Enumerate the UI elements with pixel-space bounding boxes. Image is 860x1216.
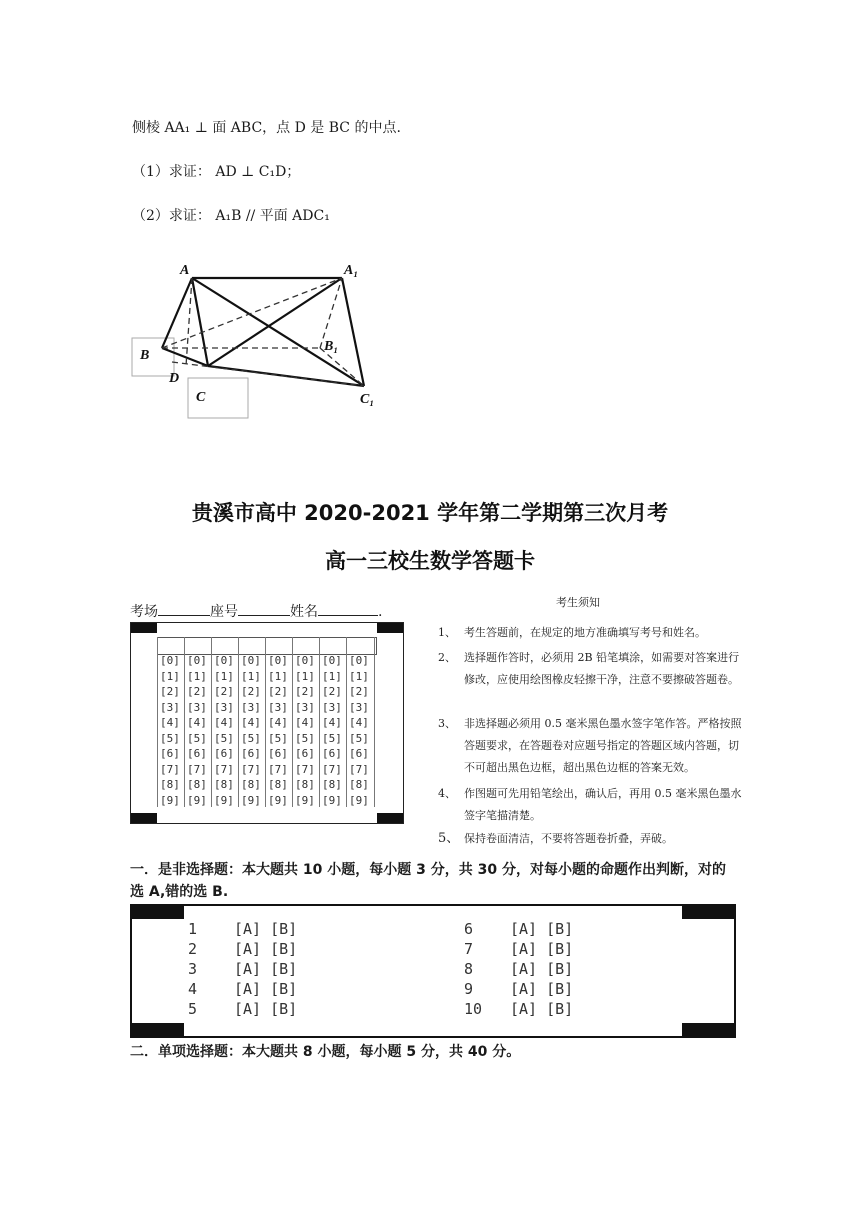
question-number: 2 xyxy=(188,940,198,958)
page-subtitle: 高一三校生数学答题卡 xyxy=(325,549,535,573)
digit-bubble[interactable]: [7] xyxy=(349,762,369,776)
digit-bubble[interactable]: [9] xyxy=(268,793,288,807)
answer-options[interactable]: [A] [B] xyxy=(234,960,298,978)
digit-bubble[interactable]: [3] xyxy=(349,700,369,714)
digit-bubble[interactable]: [8] xyxy=(268,778,288,791)
problem-intro: 侧棱 AA₁ ⊥ 面 ABC，点 D 是 BC 的中点. xyxy=(132,120,401,136)
digit-bubble[interactable]: [7] xyxy=(241,762,261,776)
answer-options[interactable]: [A] [B] xyxy=(510,980,574,998)
digit-bubble[interactable]: [9] xyxy=(214,793,234,807)
question-number: 10 xyxy=(464,1000,483,1018)
notice-item: 5、 保持卷面清洁，不要将答题卷折叠，弄破。 xyxy=(438,831,673,846)
page-title: 贵溪市高中 2020-2021 学年第二学期第三次月考 xyxy=(191,501,669,525)
digit-bubble[interactable]: [6] xyxy=(214,747,234,760)
digit-bubble[interactable]: [8] xyxy=(322,778,342,791)
problem-part2: （2）求证： A₁B // 平面 ADC₁ xyxy=(132,208,330,224)
digit-bubble[interactable]: [0] xyxy=(187,654,207,667)
exam-room-label: 考场 xyxy=(130,604,158,620)
digit-bubble[interactable]: [3] xyxy=(322,700,342,714)
question-number: 3 xyxy=(188,960,198,978)
digit-bubble[interactable]: [4] xyxy=(241,716,261,729)
digit-bubble[interactable]: [6] xyxy=(160,747,180,760)
digit-bubble[interactable]: [2] xyxy=(187,685,207,698)
digit-bubble[interactable]: [9] xyxy=(241,793,261,807)
digit-bubble[interactable]: [9] xyxy=(322,793,342,807)
digit-bubble[interactable]: [1] xyxy=(187,669,207,683)
question-number: 8 xyxy=(464,960,474,978)
answer-options[interactable]: [A] [B] xyxy=(510,960,574,978)
digit-bubble[interactable]: [4] xyxy=(295,716,315,729)
digit-column xyxy=(157,637,185,807)
digit-bubble[interactable]: [4] xyxy=(214,716,234,729)
prism-figure xyxy=(128,258,388,420)
digit-bubble[interactable]: [5] xyxy=(295,731,315,745)
digit-bubble[interactable]: [7] xyxy=(295,762,315,776)
digit-bubble[interactable]: [0] xyxy=(214,654,234,667)
digit-bubble[interactable]: [1] xyxy=(268,669,288,683)
digit-column xyxy=(292,637,320,807)
notice-item: 3、 非选择题必须用 0.5 毫米黑色墨水签字笔作答。严格按照答题要求，在答题卷对应题号指定的答题区域内答题，切不可超出黑色边框，超出黑色边框的答案无效。 xyxy=(438,717,742,774)
digit-bubble[interactable]: [0] xyxy=(349,654,369,667)
digit-bubble[interactable]: [5] xyxy=(268,731,288,745)
corner-mark xyxy=(377,813,403,823)
digit-bubble[interactable]: [2] xyxy=(322,685,342,698)
seat-no-label: 座号 xyxy=(210,604,238,620)
digit-bubble[interactable]: [6] xyxy=(349,747,369,760)
notice-title: 考生须知 xyxy=(556,596,600,609)
digit-bubble[interactable]: [4] xyxy=(160,716,180,729)
corner-mark xyxy=(377,623,403,633)
digit-bubble[interactable]: [8] xyxy=(160,778,180,791)
digit-bubble[interactable]: [7] xyxy=(322,762,342,776)
digit-column xyxy=(346,637,375,807)
label-box-b xyxy=(132,338,174,376)
digit-bubble[interactable]: [3] xyxy=(295,700,315,714)
digit-column xyxy=(265,637,293,807)
label-b1: B₁ xyxy=(324,339,339,354)
corner-mark xyxy=(682,906,734,919)
answer-options[interactable]: [A] [B] xyxy=(234,1000,298,1018)
seat-no-blank[interactable] xyxy=(238,601,290,616)
digit-column xyxy=(319,637,347,807)
answer-options[interactable]: [A] [B] xyxy=(510,1000,574,1018)
name-blank[interactable] xyxy=(318,601,378,616)
label-d: D xyxy=(169,371,180,386)
true-false-question xyxy=(188,940,297,958)
info-line xyxy=(130,601,382,621)
digit-bubble[interactable]: [2] xyxy=(268,685,288,698)
answer-options[interactable]: [A] [B] xyxy=(234,920,298,938)
notice-item: 1、 考生答题前，在规定的地方准确填写考号和姓名。 xyxy=(438,626,706,639)
digit-bubble[interactable]: [0] xyxy=(160,654,180,667)
exam-room-blank[interactable] xyxy=(158,601,210,616)
digit-bubble[interactable]: [5] xyxy=(349,731,369,745)
question-number: 1 xyxy=(188,920,198,938)
label-a1: A₁ xyxy=(344,263,359,278)
info-end: . xyxy=(378,604,383,620)
digit-bubble[interactable]: [4] xyxy=(268,716,288,729)
digit-bubble[interactable]: [6] xyxy=(268,747,288,760)
digit-bubble[interactable]: [5] xyxy=(241,731,261,745)
digit-bubble[interactable]: [0] xyxy=(241,654,261,667)
digit-bubble[interactable]: [3] xyxy=(214,700,234,714)
corner-mark xyxy=(131,813,157,823)
digit-bubble[interactable]: [8] xyxy=(214,778,234,791)
digit-bubble[interactable]: [3] xyxy=(268,700,288,714)
question-number: 7 xyxy=(464,940,474,958)
digit-bubble[interactable]: [8] xyxy=(241,778,261,791)
digit-bubble[interactable]: [6] xyxy=(322,747,342,760)
answer-options[interactable]: [A] [B] xyxy=(510,920,574,938)
digit-bubble[interactable]: [1] xyxy=(241,669,261,683)
digit-bubble[interactable]: [2] xyxy=(160,685,180,698)
solid-edges xyxy=(162,278,364,386)
digit-bubble[interactable]: [9] xyxy=(295,793,315,807)
digit-bubble[interactable]: [8] xyxy=(295,778,315,791)
digit-bubble[interactable]: [7] xyxy=(187,762,207,776)
digit-bubble[interactable]: [9] xyxy=(349,793,369,807)
true-false-question xyxy=(464,940,573,958)
notice-item: 4、 作图题可先用铅笔绘出，确认后，再用 0.5 毫米黑色墨水签字笔描清楚。 xyxy=(438,787,742,822)
true-false-question xyxy=(464,980,573,998)
digit-bubble[interactable]: [5] xyxy=(214,731,234,745)
answer-options[interactable]: [A] [B] xyxy=(234,980,298,998)
question-number: 4 xyxy=(188,980,198,998)
student-number-grid xyxy=(130,622,404,824)
digit-bubble[interactable]: [1] xyxy=(214,669,234,683)
answer-options[interactable]: [A] [B] xyxy=(234,940,298,958)
digit-bubble[interactable]: [0] xyxy=(322,654,342,667)
digit-bubble[interactable]: [6] xyxy=(187,747,207,760)
true-false-question xyxy=(188,980,297,998)
question-number: 6 xyxy=(464,920,474,938)
digit-bubble[interactable]: [2] xyxy=(241,685,261,698)
question-number: 9 xyxy=(464,980,474,998)
digit-bubble[interactable]: [8] xyxy=(187,778,207,791)
hidden-edges xyxy=(162,278,364,386)
digit-bubble[interactable]: [9] xyxy=(160,793,180,807)
digit-bubble[interactable]: [8] xyxy=(349,778,369,791)
corner-mark xyxy=(132,1023,184,1036)
digit-bubble[interactable]: [1] xyxy=(295,669,315,683)
digit-bubble[interactable]: [3] xyxy=(187,700,207,714)
corner-mark xyxy=(131,623,157,633)
corner-mark xyxy=(682,1023,734,1036)
true-false-question xyxy=(188,960,297,978)
digit-column xyxy=(211,637,239,807)
true-false-question xyxy=(464,960,573,978)
digit-column xyxy=(184,637,212,807)
digit-bubble[interactable]: [0] xyxy=(268,654,288,667)
problem-part1: （1）求证： AD ⊥ C₁D； xyxy=(132,164,301,180)
digit-bubble[interactable]: [4] xyxy=(187,716,207,729)
corner-mark xyxy=(132,906,184,919)
digit-bubble[interactable]: [9] xyxy=(187,793,207,807)
digit-bubble[interactable]: [1] xyxy=(160,669,180,683)
digit-bubble[interactable]: [1] xyxy=(349,669,369,683)
digit-bubble[interactable]: [5] xyxy=(322,731,342,745)
section2-heading: 二．单项选择题：本大题共 8 小题，每小题 5 分，共 40 分。 xyxy=(130,1044,521,1060)
label-c1: C₁ xyxy=(360,392,375,407)
question-number: 5 xyxy=(188,1000,198,1018)
section1-heading: 一．是非选择题：本大题共 10 小题，每小题 3 分，共 30 分，对每小题的命题作出判断，对的选 A,错的选 B. xyxy=(130,862,726,900)
label-b: B xyxy=(140,348,150,363)
digit-bubble[interactable]: [1] xyxy=(322,669,342,683)
digit-bubble[interactable]: [2] xyxy=(295,685,315,698)
true-false-question xyxy=(188,920,297,938)
digit-bubble[interactable]: [3] xyxy=(241,700,261,714)
digit-bubble[interactable]: [5] xyxy=(160,731,180,745)
digit-column xyxy=(238,637,266,807)
true-false-question xyxy=(464,1000,573,1018)
answer-options[interactable]: [A] [B] xyxy=(510,940,574,958)
digit-bubble[interactable]: [2] xyxy=(214,685,234,698)
digit-bubble[interactable]: [6] xyxy=(295,747,315,760)
digit-bubble[interactable]: [4] xyxy=(349,716,369,729)
true-false-question xyxy=(464,920,573,938)
digit-bubble[interactable]: [3] xyxy=(160,700,180,714)
digit-bubble[interactable]: [0] xyxy=(295,654,315,667)
label-a: A xyxy=(180,263,190,278)
digit-bubble[interactable]: [4] xyxy=(322,716,342,729)
label-c: C xyxy=(196,390,206,405)
digit-bubble[interactable]: [7] xyxy=(160,762,180,776)
true-false-answer-box xyxy=(130,904,736,1038)
digit-bubble[interactable]: [7] xyxy=(214,762,234,776)
digit-bubble[interactable]: [6] xyxy=(241,747,261,760)
true-false-question xyxy=(188,1000,297,1018)
notice-item: 2、 选择题作答时，必须用 2B 铅笔填涂，如需要对答案进行修改，应使用绘图橡皮轻擦干净，注意不要擦破答题卷。 xyxy=(438,651,740,686)
digit-bubble[interactable]: [5] xyxy=(187,731,207,745)
digit-bubble[interactable]: [7] xyxy=(268,762,288,776)
name-label: 姓名 xyxy=(290,604,318,620)
digit-bubble[interactable]: [2] xyxy=(349,685,369,698)
